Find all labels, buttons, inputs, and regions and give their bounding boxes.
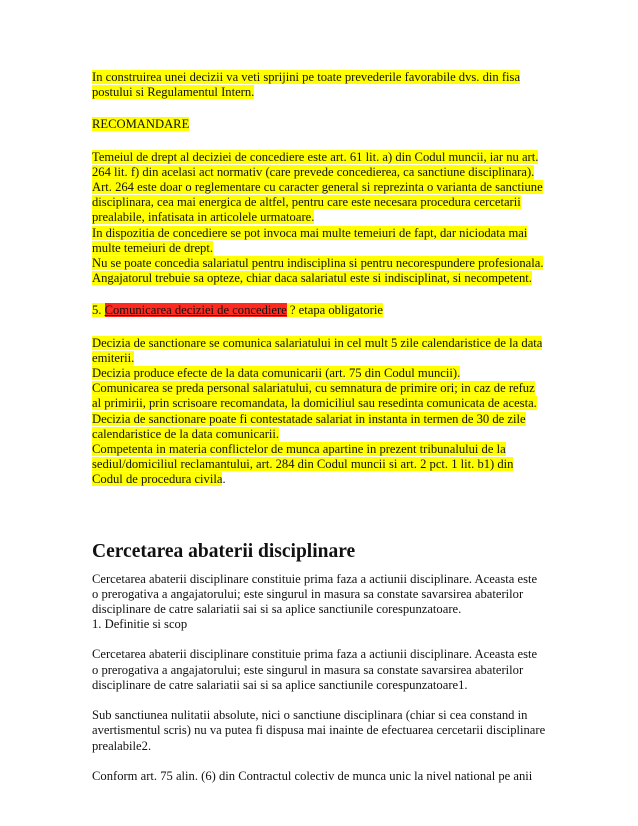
text-line: Sub sanctiunea nulitatii absolute, nici o sanctiune disciplinara (chiar si cea constand in (92, 708, 528, 723)
recomandare-heading (92, 117, 548, 132)
sentence-end: . (222, 472, 226, 487)
highlighted-line: prealabile, infatisata in articolele urmatoare. (92, 210, 315, 225)
text-line: Cercetarea abaterii disciplinare constituie prima faza a actiunii disciplinare. Aceasta este (92, 647, 538, 662)
highlighted-line: In dispozitia de concediere se pot invoca mai multe temeiuri de fapt, dar niciodata mai (92, 225, 528, 240)
highlighted-line: postului si Regulamentul Intern. (92, 85, 255, 100)
text-line: avertismentul scris) nu va putea fi dispusa mai inainte de efectuarea cercetarii disciplinare (92, 723, 546, 738)
highlighted-line: emiterii. (92, 350, 135, 365)
body-paragraph (92, 708, 548, 754)
highlighted-line: sediul/domiciliul reclamantului, art. 284 din Codul muncii si art. 2 pct. 1 lit. b1) din (92, 457, 514, 472)
text-line: o prerogativa a angajatorului; este singurul in masura sa constate savarsirea abaterilor (92, 586, 524, 601)
step-heading (92, 303, 548, 318)
highlighted-line: Comunicarea se preda personal salariatului, cu semnatura de primire ori; in caz de refuz (92, 381, 535, 396)
highlighted-line: Decizia de sanctionare se comunica salariatului in cel mult 5 zile calendaristice de la data (92, 335, 543, 350)
body-paragraph (92, 647, 548, 693)
body-paragraph (92, 769, 548, 784)
highlighted-line: disciplinara, cea mai energica de altfel, pentru care este necesara procedura cercetarii (92, 195, 521, 210)
text-line: Conform art. 75 alin. (6) din Contractul colectiv de munca unic la nivel national pe anii (92, 768, 533, 783)
highlighted-line: multe temeiuri de drept. (92, 240, 213, 255)
highlighted-line: Angajatorul trebuie sa opteze, chiar daca salariatul este si indisciplinat, si necompetent. (92, 271, 532, 286)
section-heading: Cercetarea abaterii disciplinare (92, 540, 356, 562)
document-page (92, 70, 548, 799)
step-subtitle: ? etapa obligatorie (286, 303, 383, 318)
highlighted-line: Codul de procedura civila (92, 472, 223, 487)
highlighted-line: In construirea unei decizii va veti sprijini pe toate prevederile favorabile dvs. din fisa (92, 70, 521, 84)
communication-paragraph (92, 336, 548, 488)
step-title: Comunicarea deciziei de concediere (104, 303, 287, 318)
recomandare-label: RECOMANDARE (92, 117, 190, 132)
text-line: disciplinare de catre salariatii sai si sa aplice sanctiunile corespunzatoare. (92, 602, 462, 617)
highlighted-line: Nu se poate concedia salariatul pentru indisciplina si pentru necorespundere profesionala. (92, 256, 544, 271)
highlighted-line: Art. 264 este doar o reglementare cu caracter general si reprezinta o varianta de sanctiune (92, 180, 543, 195)
text-line: disciplinare de catre salariatii sai si sa aplice sanctiunile corespunzatoare1. (92, 677, 468, 692)
highlighted-line: Decizia de sanctionare poate fi contestatade salariat in instanta in termen de 30 de zile (92, 411, 526, 426)
body-paragraph (92, 572, 548, 633)
highlighted-line: Decizia produce efecte de la data comunicarii (art. 75 din Codul muncii). (92, 366, 461, 381)
text-line: prealabile2. (92, 738, 152, 753)
step-number: 5. (92, 303, 105, 318)
highlighted-line: al primirii, prin scrisoare recomandata, la domiciliul sau resedinta comunicata de acesta. (92, 396, 537, 411)
highlighted-line: Competenta in materia conflictelor de munca apartine in prezent tribunalului de la (92, 442, 506, 457)
highlighted-line: 264 lit. f) din acelasi act normativ (care prevede concedierea, ca sanctiune disciplinara). (92, 164, 535, 179)
text-line: o prerogativa a angajatorului; este singurul in masura sa constate savarsirea abaterilor (92, 662, 524, 677)
highlighted-line: calendaristice de la data comunicarii. (92, 426, 280, 441)
intro-paragraph (92, 70, 548, 100)
text-line: 1. Definitie si scop (92, 617, 188, 632)
legal-basis-paragraph (92, 150, 548, 287)
text-line: Cercetarea abaterii disciplinare constituie prima faza a actiunii disciplinare. Aceasta este (92, 571, 538, 586)
highlighted-line: Temeiul de drept al deciziei de concediere este art. 61 lit. a) din Codul muncii, iar nu art. (92, 149, 539, 164)
